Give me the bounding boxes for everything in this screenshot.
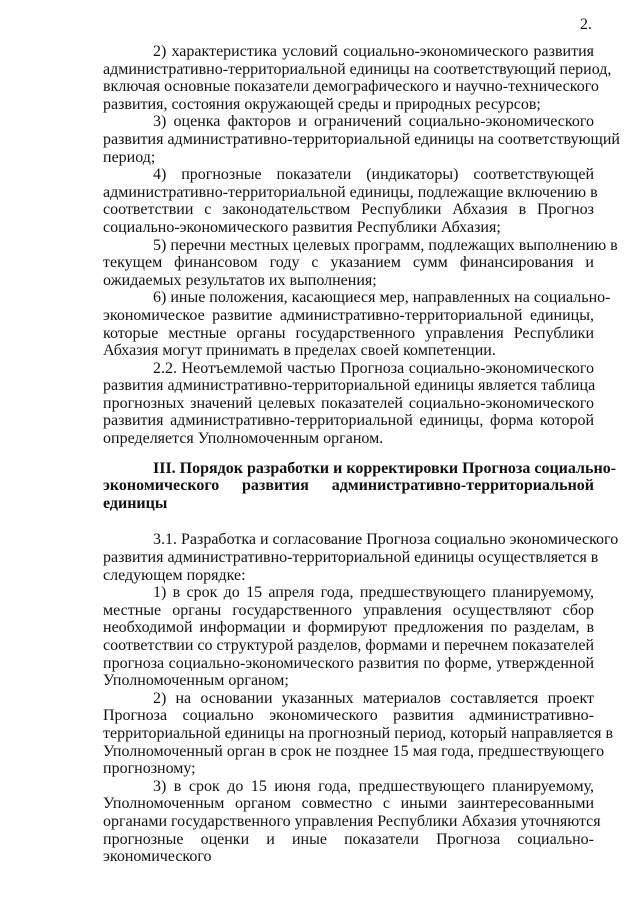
text-line: необходимой информации и формируют предложения по разделам, в [103, 619, 594, 637]
paragraph [103, 689, 614, 778]
text-line: административно-территориальной единицы на соответствующий период, [103, 60, 612, 78]
text-line: III. Порядок разработки и корректировки Прогноза социально- [153, 459, 617, 477]
paragraph [103, 43, 612, 113]
text-line: прогноза социально-экономического развития по форме, утвержденной [103, 654, 594, 672]
text-line: соответствии с законодательством Республики Абхазия в Прогноз [103, 201, 594, 219]
text-line: Абхазия могут принимать в пределах своей компетенции. [103, 342, 496, 360]
paragraph [103, 531, 619, 584]
document-body [103, 43, 620, 866]
text-line: соответствии со структурой разделов, формами и перечнем показателей [103, 637, 595, 654]
text-line: Уполномоченным органом совместно с иными заинтересованными [103, 795, 594, 813]
text-line: 3) оценка факторов и ограничений социально-экономического [153, 113, 594, 131]
text-line: 4) прогнозные показатели (индикаторы) соответствующей [153, 166, 594, 184]
text-line: прогнозные оценки и иные показатели Прогноза социально- [103, 830, 594, 848]
text-line: единицы [103, 494, 168, 512]
text-line: социально-экономического развития Республики Абхазия; [103, 218, 501, 236]
text-line: определяется Уполномоченным органом. [103, 430, 384, 448]
text-line: 3) в срок до 15 июня года, предшествующего планируемому, [153, 777, 594, 795]
text-line: местные органы государственного управления осуществляют сбор [103, 601, 594, 619]
paragraph [103, 236, 618, 290]
text-line: текущем финансовом году с указанием сумм финансирования и [103, 254, 594, 272]
text-line: Прогноза социально экономического развития административно- [103, 707, 594, 725]
text-line: 5) перечни местных целевых программ, подлежащих выполнению в [153, 236, 618, 254]
text-line: прогнозному; [103, 760, 196, 778]
section-heading [103, 459, 617, 513]
text-line: следующем порядке: [103, 566, 246, 584]
text-line: ожидаемых результатов их выполнения; [103, 271, 377, 289]
paragraph [103, 360, 594, 448]
text-line: развития административно-территориальной единицы, форма которой [103, 412, 594, 430]
text-line: развития административно-территориальной единицы на соответствующий [103, 130, 620, 148]
paragraph [103, 777, 601, 866]
text-line: 2) на основании указанных материалов составляется проект [153, 689, 594, 707]
text-line: развития административно-территориальной единицы осуществляется в [103, 549, 599, 567]
text-line: 6) иные положения, касающиеся мер, направленных на социально- [153, 289, 611, 307]
text-line: органами государственного управления Республики Абхазия уточняются [103, 812, 601, 830]
paragraph [103, 166, 598, 236]
paragraph [103, 584, 594, 690]
text-line: экономическое развитие административно-территориальной единицы, [103, 306, 594, 324]
text-line: развития административно-территориальной единицы является таблица [103, 377, 596, 395]
text-line: прогнозных значений целевых показателей социально-экономического [103, 394, 594, 412]
text-line: 2.2. Неотъемлемой частью Прогноза социально-экономического [153, 359, 594, 377]
text-line: 2) характеристика условий социально-экономического развития [153, 43, 594, 60]
text-line: 3.1. Разработка и согласование Прогноза социально экономического [153, 531, 619, 549]
text-line: период; [103, 148, 156, 166]
text-line: 1) в срок до 15 апреля года, предшествующего планируемому, [153, 584, 594, 602]
text-line: которые местные органы государственного управления Республики [103, 324, 594, 342]
page-number: 2. [580, 16, 592, 33]
paragraph [103, 113, 620, 166]
text-line: Уполномоченным органом; [103, 672, 289, 690]
text-line: административно-территориальной единицы, подлежащие включению в [103, 183, 598, 201]
text-line: развития, состояния окружающей среды и природных ресурсов; [103, 95, 541, 113]
paragraph [103, 289, 611, 360]
text-line: включая основные показатели демографического и научно-технического [103, 78, 599, 96]
text-line: территориальной единицы на прогнозный период, который направляется в [103, 724, 614, 742]
text-line: экономического развития административно-территориальной [103, 477, 594, 495]
text-line: экономического [103, 848, 212, 866]
text-line: Уполномоченный орган в срок не позднее 15 мая года, предшествующего [103, 742, 605, 760]
